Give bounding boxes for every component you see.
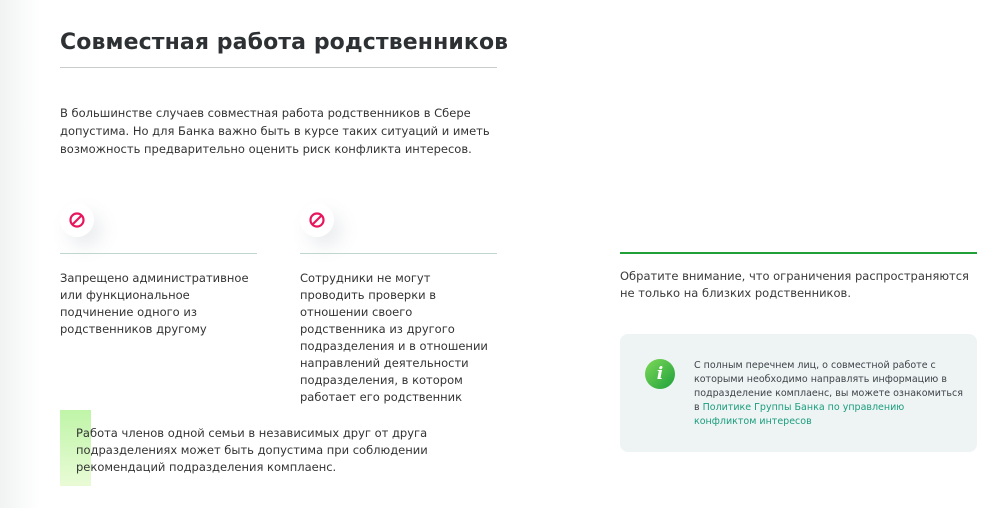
- forbidden-icon: [68, 211, 86, 229]
- forbidden-badge-2: [300, 203, 334, 237]
- info-card-text-body: С полным перечнем лиц, о совместной работе с которыми необходимо направлять информацию в подразделение комплаенс, вы можете ознакомиться в: [694, 360, 963, 413]
- info-icon: i: [645, 359, 675, 389]
- forbidden-icon: [308, 211, 326, 229]
- restriction-divider-2: [300, 253, 497, 254]
- forbidden-badge-1: [60, 203, 94, 237]
- attention-paragraph: Обратите внимание, что ограничения распространяются не только на близких родственников.: [620, 269, 969, 300]
- attention-divider: [620, 252, 977, 254]
- title-divider: [60, 67, 497, 68]
- page-title: Совместная работа родственников: [60, 30, 509, 55]
- policy-link[interactable]: Политике Группы Банка по управлению конфликтом интересов: [694, 402, 905, 427]
- intro-paragraph: В большинстве случаев совместная работа родственников в Сбере допустима. Но для Банка важно быть в курсе таких ситуаций и иметь возможность предварительно оценить риск конфликта интересов.: [60, 106, 490, 156]
- restriction-text-1: Запрещено административное или функциональное подчинение одного из родственников другому: [60, 271, 249, 336]
- restriction-divider-1: [60, 253, 257, 254]
- left-edge-shade: [0, 0, 40, 508]
- info-card-text: [694, 359, 964, 429]
- note-paragraph: Работа членов одной семьи в независимых друг от друга подразделениях может быть допустима при соблюдении рекомендаций подразделения комплаенс.: [76, 426, 428, 474]
- info-card: [620, 334, 977, 452]
- restriction-text-2: Сотрудники не могут проводить проверки в отношении своего родственника из другого подразделения и в отношении направлений деятельности подразделения, в котором работает его родственник: [300, 271, 488, 404]
